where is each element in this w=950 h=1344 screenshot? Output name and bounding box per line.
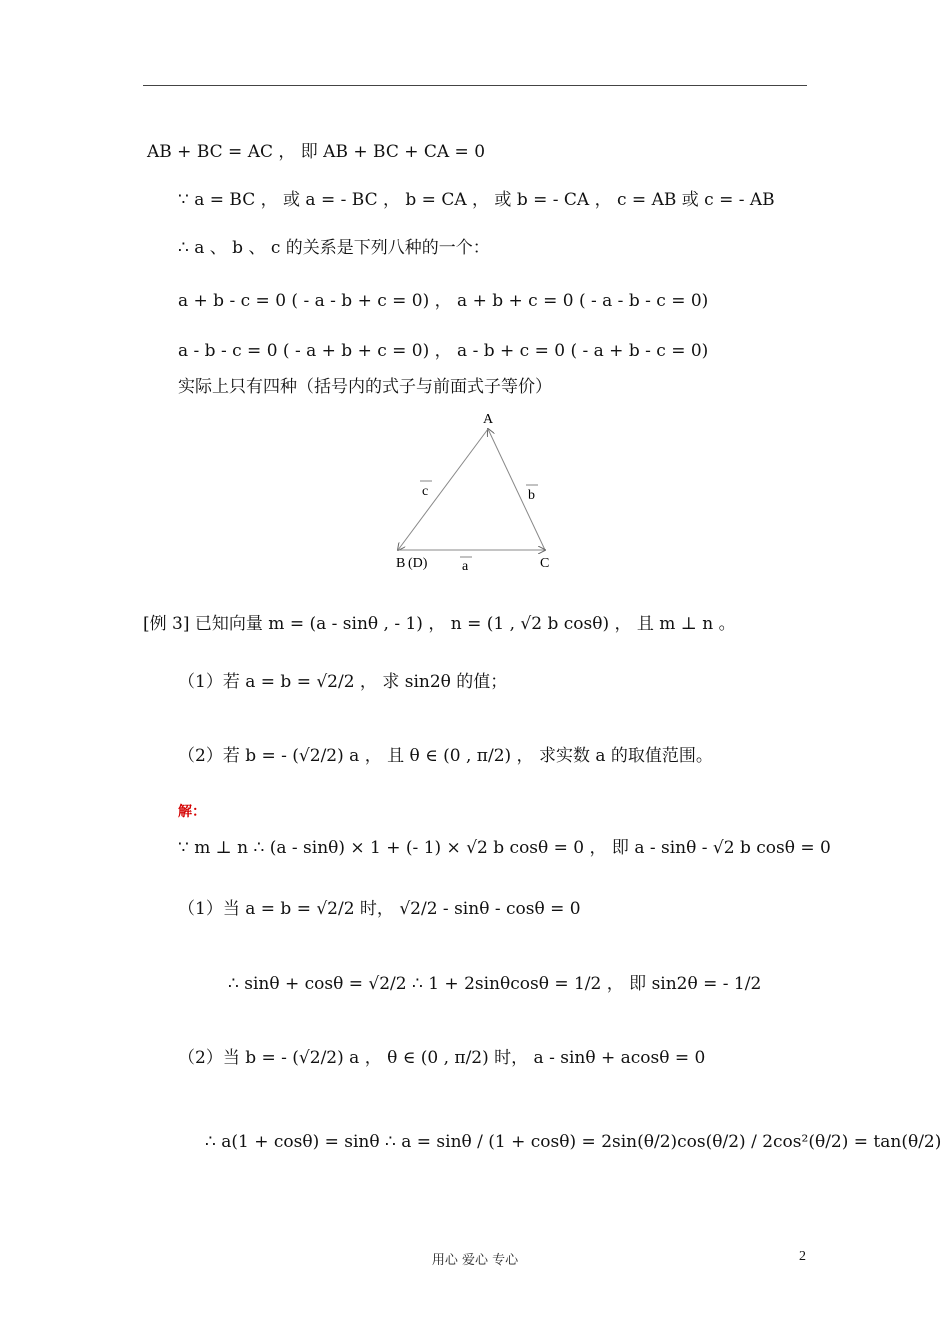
side-ca (488, 429, 545, 550)
text-line-0: AB + BC = AC ， 即 AB + BC + CA = 0 (147, 142, 486, 162)
text-line-7: （1）若 a = b = √2/2 ， 求 sin2θ 的值； (178, 672, 508, 692)
text-line-14: ∴ a(1 + cosθ) = sinθ ∴ a = sinθ / (1 + cosθ) = 2sin(θ/2)cos(θ/2) / 2cos²(θ/2) = tan(θ/2) (205, 1132, 942, 1152)
page-number: 2 (799, 1249, 806, 1264)
text-line-6: [例 3] 已知向量 m = (a - sinθ , - 1) ， n = (1 , √2 b cosθ) ， 且 m ⊥ n 。 (143, 614, 736, 634)
header-rule (143, 85, 807, 86)
vertex-a-label: A (483, 412, 494, 427)
text-line-12: ∴ sinθ + cosθ = √2/2 ∴ 1 + 2sinθcosθ = 1/2 ， 即 sin2θ = - 1/2 (228, 974, 762, 994)
text-line-4: a - b - c = 0 ( - a + b + c = 0) ， a - b + c = 0 ( - a + b - c = 0) (178, 341, 709, 361)
side-c-label: c (422, 484, 429, 499)
triangle-diagram (380, 405, 570, 580)
side-b-label: b (528, 488, 535, 503)
text-line-9: 解： (178, 804, 206, 820)
vertex-c-label: C (540, 556, 550, 571)
page-footer: 用心 爱心 专心 (431, 1253, 519, 1268)
side-ab (398, 429, 488, 550)
text-line-8: （2）若 b = - (√2/2) a ， 且 θ ∈ (0 , π/2) ， 求实数 a 的取值范围。 (178, 746, 713, 766)
text-line-3: a + b - c = 0 ( - a - b + c = 0) ， a + b + c = 0 ( - a - b - c = 0) (178, 291, 709, 311)
vertex-b-label: B (396, 556, 406, 571)
text-line-13: （2）当 b = - (√2/2) a ， θ ∈ (0 , π/2) 时， a - sinθ + acosθ = 0 (178, 1048, 706, 1068)
text-line-1: ∵ a = BC ， 或 a = - BC ， b = CA ， 或 b = - CA ， c = AB 或 c = - AB (178, 190, 775, 210)
text-line-11: （1）当 a = b = √2/2 时， √2/2 - sinθ - cosθ = 0 (178, 899, 581, 919)
side-a-label: a (462, 559, 469, 574)
vertex-d-label: (D) (408, 556, 428, 571)
text-line-2: ∴ a 、 b 、 c 的关系是下列八种的一个： (178, 238, 490, 258)
text-line-10: ∵ m ⊥ n ∴ (a - sinθ) × 1 + (- 1) × √2 b cosθ = 0 ， 即 a - sinθ - √2 b cosθ = 0 (178, 838, 831, 858)
text-line-5: 实际上只有四种（括号内的式子与前面式子等价） (178, 377, 552, 397)
